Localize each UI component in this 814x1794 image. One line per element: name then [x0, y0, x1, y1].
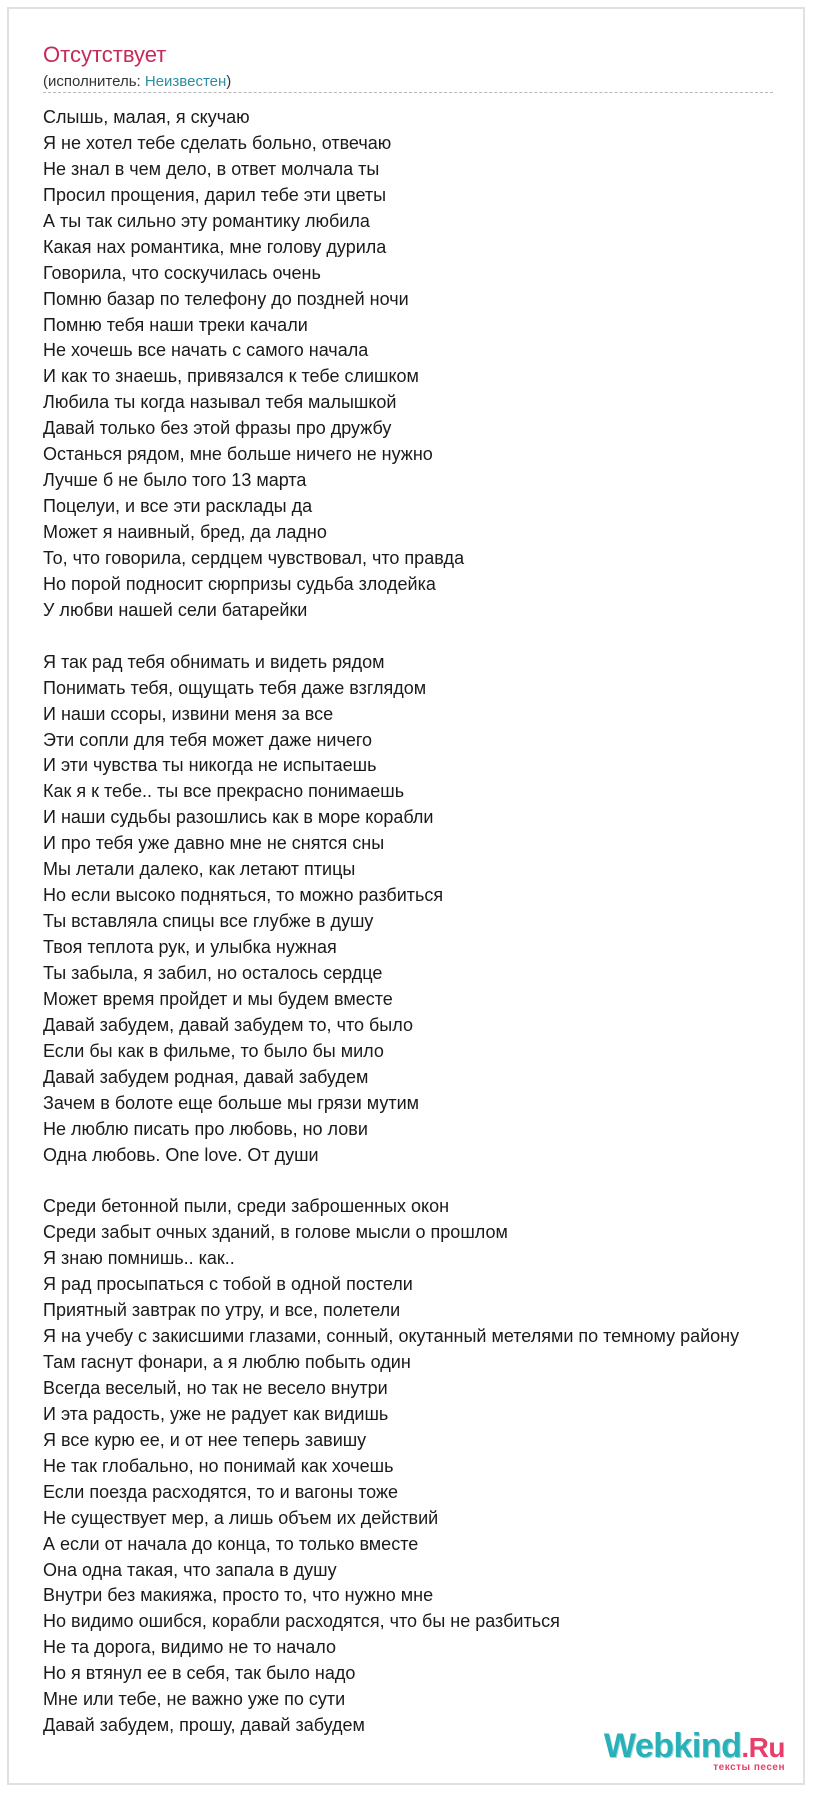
lyric-line: Не так глобально, но понимай как хочешь — [43, 1455, 394, 1476]
lyric-line: Останься рядом, мне больше ничего не нужно — [43, 444, 433, 465]
lyric-line: Ты забыла, я забил, но осталось сердце — [43, 962, 383, 983]
brand-logo — [604, 1728, 785, 1766]
lyric-line: Понимать тебя, ощущать тебя даже взглядом — [43, 677, 427, 698]
lyric-line: Давай забудем, давай забудем то, что было — [43, 1014, 413, 1035]
lyric-line: Ты вставляла спицы все глубже в душу — [43, 911, 374, 932]
lyric-line: Но если высоко подняться, то можно разбиться — [43, 885, 444, 906]
lyric-line: То, что говорила, сердцем чувствовал, что правда — [43, 547, 465, 568]
lyric-line: Если бы как в фильме, то было бы мило — [43, 1040, 384, 1061]
brand-watermark[interactable] — [603, 1727, 785, 1773]
lyric-line: Я не хотел тебе сделать больно, отвечаю — [43, 132, 392, 153]
lyric-line: Среди забыт очных зданий, в голове мысли о прошлом — [43, 1222, 508, 1243]
lyric-line: Просил прощения, дарил тебе эти цветы — [43, 184, 387, 205]
lyrics-body — [43, 105, 814, 1739]
lyric-line: Может время пройдет и мы будем вместе — [43, 988, 393, 1009]
lyric-line: Говорила, что соскучилась очень — [43, 262, 321, 283]
lyric-line: Мне или тебе, не важно уже по сути — [43, 1689, 346, 1710]
lyric-line: И эти чувства ты никогда не испытаешь — [43, 755, 377, 776]
lyric-line: Я на учебу с закисшими глазами, сонный, окутанный метелями по темному району — [43, 1326, 740, 1347]
lyric-line: Может я наивный, бред, да ладно — [43, 522, 327, 542]
lyric-line: Одна любовь. One love. От души — [43, 1144, 319, 1165]
lyric-line: И эта радость, уже не радует как видишь — [43, 1403, 389, 1424]
lyric-line: Как я к тебе.. ты все прекрасно понимаешь — [43, 781, 405, 802]
lyric-line: Не люблю писать про любовь, но лови — [43, 1118, 368, 1139]
lyric-line: Любила ты когда называл тебя малышкой — [43, 392, 397, 413]
song-title: Отсутствует — [43, 42, 167, 67]
lyric-line: Всегда веселый, но так не весело внутри — [43, 1377, 388, 1398]
lyric-line: Я знаю помнишь.. как.. — [43, 1248, 235, 1269]
artist-suffix: ) — [226, 73, 232, 90]
lyric-line: Но видимо ошибся, корабли расходятся, что бы не разбиться — [43, 1611, 560, 1632]
lyric-line: Твоя теплота рук, и улыбка нужная — [43, 937, 337, 957]
lyric-line: Я рад просыпаться с тобой в одной постели — [43, 1274, 413, 1295]
brand-name: Webkind — [603, 1727, 742, 1765]
lyric-line: И наши ссоры, извини меня за все — [43, 703, 334, 724]
lyric-line: Давай только без этой фразы про дружбу — [43, 418, 392, 439]
lyric-line: Если поезда расходятся, то и вагоны тоже — [43, 1481, 399, 1502]
lyric-line: Но я втянул ее в себя, так было надо — [43, 1663, 356, 1684]
lyric-line: И про тебя уже давно мне не снятся сны — [43, 833, 385, 854]
lyric-line: Эти сопли для тебя может даже ничего — [43, 729, 373, 750]
brand-tagline: тексты песен — [713, 1762, 785, 1773]
brand-tld: .Ru — [741, 1732, 785, 1763]
lyric-line: Давай забудем, прошу, давай забудем — [43, 1715, 365, 1736]
lyric-line: Внутри без макияжа, просто то, что нужно мне — [43, 1585, 434, 1606]
artist-line — [43, 73, 231, 91]
lyric-line: Приятный завтрак по утру, и все, полетели — [43, 1300, 401, 1321]
artist-prefix: (исполнитель: — [43, 73, 145, 90]
lyric-line: Я все курю ее, и от нее теперь завишу — [43, 1429, 367, 1450]
lyric-line: Не та дорога, видимо не то начало — [43, 1637, 337, 1658]
lyric-line: И как то знаешь, привязался к тебе слишком — [43, 366, 419, 387]
lyric-line: И наши судьбы разошлись как в море корабли — [43, 807, 434, 828]
lyric-line: Поцелуи, и все эти расклады да — [43, 496, 313, 517]
lyric-line: Среди бетонной пыли, среди заброшенных окон — [43, 1196, 450, 1217]
lyric-line: А если от начала до конца, то только вместе — [43, 1533, 419, 1554]
lyric-line: Мы летали далеко, как летают птицы — [43, 859, 356, 880]
artist-link[interactable]: Неизвестен — [144, 73, 227, 90]
lyric-line: Но порой подносит сюрпризы судьба злодейка — [43, 573, 436, 594]
lyric-line: Зачем в болоте еще больше мы грязи мутим — [43, 1092, 419, 1113]
lyric-line: Помню тебя наши треки качали — [43, 314, 308, 335]
lyric-line: Не существует мер, а лишь объем их действий — [43, 1507, 439, 1528]
lyric-line: Какая нах романтика, мне голову дурила — [43, 236, 387, 257]
lyric-line: Слышь, малая, я скучаю — [43, 107, 250, 127]
title-divider — [43, 92, 773, 93]
stanza-gap — [43, 624, 814, 650]
lyric-line: Я так рад тебя обнимать и видеть рядом — [43, 651, 385, 672]
lyric-line: А ты так сильно эту романтику любила — [43, 210, 370, 231]
lyric-line: Не хочешь все начать с самого начала — [43, 340, 369, 361]
stanza-gap — [43, 1168, 814, 1194]
lyric-line: У любви нашей сели батарейки — [43, 599, 308, 620]
lyric-line: Там гаснут фонари, а я люблю побыть один — [43, 1352, 411, 1372]
lyric-line: Давай забудем родная, давай забудем — [43, 1066, 369, 1087]
lyric-line: Не знал в чем дело, в ответ молчала ты — [43, 158, 380, 179]
lyric-line: Помню базар по телефону до поздней ночи — [43, 288, 409, 309]
lyric-line: Она одна такая, что запала в душу — [43, 1559, 337, 1580]
lyric-line: Лучше б не было того 13 марта — [43, 470, 307, 491]
